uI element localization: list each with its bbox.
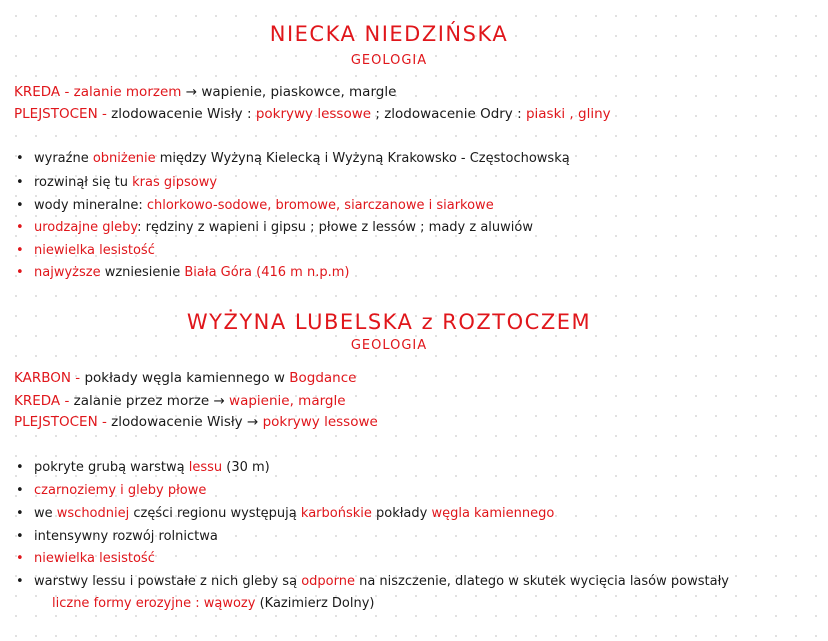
geology-text: pokrywy lessowe bbox=[262, 414, 378, 430]
bullet-marker: • bbox=[16, 506, 24, 521]
bullet-text: wody mineralne: bbox=[34, 198, 147, 213]
s1-geology-line-kreda bbox=[14, 84, 396, 100]
bullet-marker: • bbox=[16, 483, 24, 498]
bullet-marker: • bbox=[16, 551, 24, 566]
geology-text: ; zlodowacenie Odry : bbox=[371, 106, 526, 122]
s2-bullet-2 bbox=[16, 483, 206, 498]
s1-bullet-2 bbox=[16, 175, 217, 190]
s1-geology-line-plejstocen bbox=[14, 106, 611, 122]
bullet-text: kras gipsowy bbox=[132, 175, 218, 190]
era-label: PLEJSTOCEN bbox=[14, 414, 98, 430]
geology-text: pokłady węgla kamiennego w bbox=[84, 370, 290, 386]
geology-text: wapienie, margle bbox=[229, 393, 346, 409]
bullet-marker: • bbox=[16, 220, 24, 235]
bullet-text: pokryte grubą warstwą bbox=[34, 460, 189, 475]
bullet-text: intensywny rozwój rolnictwa bbox=[34, 529, 218, 544]
geology-text: piaski , gliny bbox=[525, 106, 611, 122]
era-label: KREDA bbox=[14, 393, 61, 409]
era-label: KREDA bbox=[14, 84, 61, 100]
bullet-text: części regionu występują bbox=[129, 506, 301, 521]
geology-text: zalanie morzem bbox=[73, 84, 182, 100]
s2-bullet-3 bbox=[16, 506, 554, 521]
bullet-text: Biała Góra (416 m n.p.m) bbox=[184, 265, 350, 280]
section2-title: WYŻYNA LUBELSKA z ROZTOCZEM bbox=[186, 310, 592, 334]
era-separator: - bbox=[97, 106, 112, 122]
bullet-text: (Kazimierz Dolny) bbox=[255, 596, 375, 611]
bullet-text: na niszczenie, dlatego w skutek wycięcia lasów powstały bbox=[354, 574, 729, 589]
s1-bullet-1 bbox=[16, 151, 570, 166]
s2-bullet-6-continuation bbox=[52, 596, 375, 611]
s2-geology-line-kreda bbox=[14, 393, 346, 409]
s2-geology-line-plejstocen bbox=[14, 414, 378, 430]
bullet-text: lessu bbox=[188, 460, 223, 475]
bullet-marker: • bbox=[16, 529, 24, 544]
era-label: PLEJSTOCEN bbox=[14, 106, 98, 122]
era-separator: - bbox=[97, 414, 112, 430]
s1-bullet-6 bbox=[16, 265, 349, 280]
s2-bullet-1 bbox=[16, 460, 270, 475]
bullet-text: wschodniej bbox=[56, 506, 130, 521]
bullet-text: między Wyżyną Kielecką i Wyżyną Krakowsko - Częstochowską bbox=[155, 151, 570, 166]
bullet-text: węgla kamiennego bbox=[431, 506, 555, 521]
s1-bullet-5 bbox=[16, 243, 155, 258]
bullet-text: karbońskie bbox=[300, 506, 372, 521]
section2-subtitle: GEOLOGIA bbox=[350, 338, 428, 353]
geology-text: zlodowacenie Wisły : bbox=[111, 106, 256, 122]
bullet-text: czarnoziemy i gleby płowe bbox=[34, 483, 207, 498]
geology-text: pokrywy lessowe bbox=[255, 106, 372, 122]
bullet-text: we bbox=[34, 506, 57, 521]
s2-bullet-4 bbox=[16, 529, 218, 544]
era-label: KARBON bbox=[14, 370, 71, 386]
bullet-text: pokłady bbox=[371, 506, 432, 521]
s1-bullet-3 bbox=[16, 198, 494, 213]
s2-bullet-5 bbox=[16, 551, 155, 566]
bullet-text: urodzajne gleby bbox=[34, 220, 138, 235]
bullet-marker: • bbox=[16, 460, 24, 475]
bullet-text: liczne formy erozyjne : wąwozy bbox=[52, 596, 256, 611]
s1-bullet-4 bbox=[16, 220, 533, 235]
bullet-text: najwyższe bbox=[34, 265, 101, 280]
section1-subtitle: GEOLOGIA bbox=[350, 53, 428, 68]
s2-bullet-6 bbox=[16, 574, 729, 589]
bullet-text: warstwy lessu i powstałe z nich gleby są bbox=[34, 574, 302, 589]
era-separator: - bbox=[70, 370, 85, 386]
section1-title: NIECKA NIEDZIŃSKA bbox=[269, 22, 509, 46]
bullet-text: odporne bbox=[301, 574, 355, 589]
bullet-text: : rędziny z wapieni i gipsu ; płowe z lessów ; mady z aluwiów bbox=[137, 220, 533, 235]
bullet-text: niewielka lesistość bbox=[34, 243, 155, 258]
era-separator: - bbox=[60, 84, 74, 100]
bullet-text: obniżenie bbox=[92, 151, 156, 166]
bullet-marker: • bbox=[16, 198, 24, 213]
geology-text: Bogdance bbox=[289, 370, 357, 386]
bullet-marker: • bbox=[16, 243, 24, 258]
bullet-marker: • bbox=[16, 151, 24, 166]
bullet-marker: • bbox=[16, 175, 24, 190]
bullet-text: (30 m) bbox=[222, 460, 270, 475]
geology-text: → wapienie, piaskowce, margle bbox=[181, 84, 397, 100]
bullet-marker: • bbox=[16, 574, 24, 589]
bullet-text: wyraźne bbox=[34, 151, 93, 166]
geology-text: zlodowacenie Wisły → bbox=[111, 414, 263, 430]
era-separator: - bbox=[60, 393, 74, 409]
bullet-marker: • bbox=[16, 265, 24, 280]
geology-text: zalanie przez morze → bbox=[73, 393, 230, 409]
s2-geology-line-karbon bbox=[14, 370, 356, 386]
bullet-text: niewielka lesistość bbox=[34, 551, 155, 566]
bullet-text: wzniesienie bbox=[100, 265, 185, 280]
bullet-text: rozwinął się tu bbox=[34, 175, 133, 190]
bullet-text: chlorkowo-sodowe, bromowe, siarczanowe i siarkowe bbox=[146, 198, 494, 213]
